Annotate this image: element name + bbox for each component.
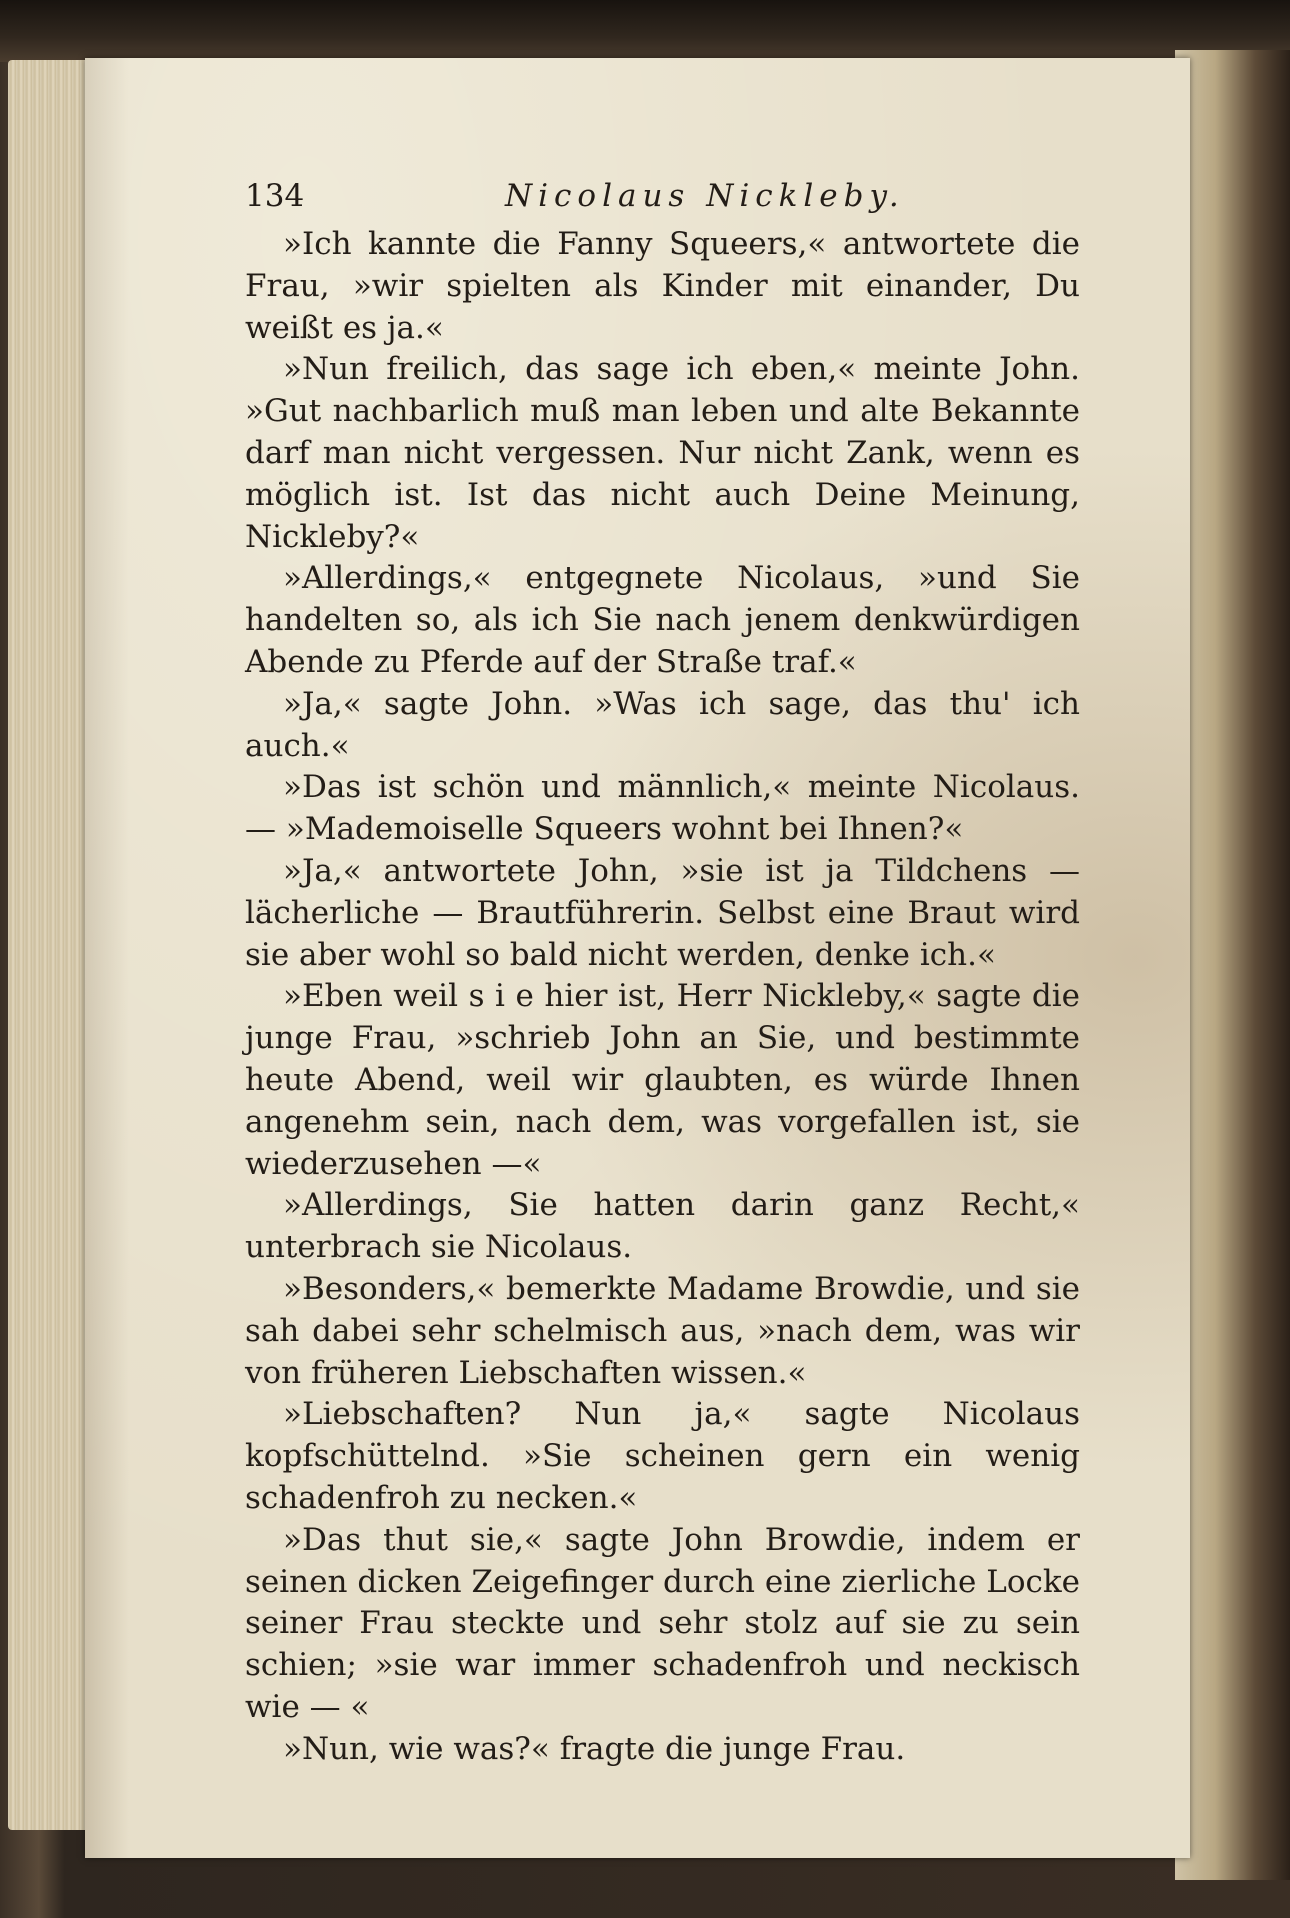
paragraph: »Ich kannte die Fanny Squeers,« antwortete die Frau, »wir spielten als Kinder mit einander, Du weißt es ja.«	[245, 226, 1080, 346]
book-top-edge	[0, 0, 1290, 62]
paragraph: »Das ist schön und männlich,« meinte Nicolaus. — »Mademoiselle Squeers wohnt bei Ihnen?«	[245, 769, 1080, 848]
paragraph: »Ja,« sagte John. »Was ich sage, das thu' ich auch.«	[245, 685, 1080, 764]
paragraph: »Nun, wie was?« fragte die junge Frau.	[283, 1730, 906, 1767]
paragraph: »Nun freilich, das sage ich eben,« meinte John. »Gut nachbarlich muß man leben und alte Bekannte darf man nicht vergessen. Nur nicht Zank, wenn es möglich ist. Ist das nicht auch Deine Meinung, Nickleby?«	[245, 351, 1080, 555]
paragraph: »Das thut sie,« sagte John Browdie, indem er seinen dicken Zeigefinger durch eine zierliche Locke seiner Frau steckte und sehr stolz auf sie zu sein schien; »sie war immer schadenfroh und neckisch wie — «	[245, 1521, 1080, 1725]
paragraph: »Besonders,« bemerkte Madame Browdie, und sie sah dabei sehr schelmisch aus, »nach dem, was wir von früheren Liebschaften wissen.«	[245, 1270, 1080, 1391]
page-text-block	[245, 178, 1080, 1770]
page-number: 134	[245, 178, 305, 214]
paragraph: »Allerdings, Sie hatten darin ganz Recht,« unterbrach sie Nicolaus.	[245, 1187, 1080, 1266]
paragraph: »Liebschaften? Nun ja,« sagte Nicolaus kopfschüttelnd. »Sie scheinen gern ein wenig schadenfroh zu necken.«	[245, 1396, 1080, 1516]
running-title: Nicolaus Nickleby.	[505, 178, 905, 214]
paragraph: »Eben weil s i e hier ist, Herr Nickleby,« sagte die junge Frau, »schrieb John an Sie, und bestimmte heute Abend, weil wir glaubten, es würde Ihnen angenehm sein, nach dem, was vorgefallen ist, sie wiederzusehen —«	[245, 978, 1080, 1182]
book-gutter	[1175, 50, 1290, 1880]
paragraph: »Allerdings,« entgegnete Nicolaus, »und Sie handelten so, als ich Sie nach jenem denkwürdigen Abende zu Pferde auf der Straße traf.«	[245, 560, 1080, 680]
page-header	[245, 178, 1080, 224]
paragraph: »Ja,« antwortete John, »sie ist ja Tildchens — lächerliche — Brautführerin. Selbst eine Braut wird sie aber wohl so bald nicht werden, denke ich.«	[245, 852, 1080, 973]
